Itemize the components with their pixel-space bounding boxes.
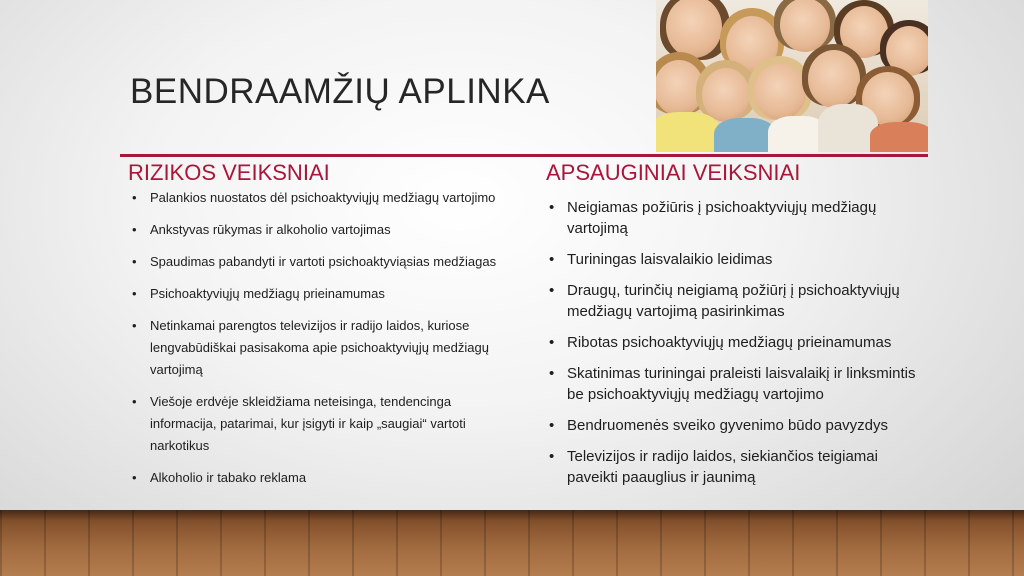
list-item: • Draugų, turinčių neigiamą požiūrį į psichoaktyviųjų medžiagų vartojimą pasirinkimas [549, 282, 900, 320]
list-item: • Ankstyvas rūkymas ir alkoholio vartojimas [130, 219, 510, 241]
bullet-icon: • [549, 417, 555, 434]
bullet-icon: • [132, 286, 137, 301]
risk-factors-heading: RIZIKOS VEIKSNIAI [128, 160, 330, 185]
bullet-icon: • [549, 365, 555, 382]
bullet-icon: • [549, 334, 555, 351]
bullet-icon: • [132, 318, 137, 333]
bullet-icon: • [132, 394, 137, 409]
list-item: • Turiningas laisvalaikio leidimas [549, 251, 773, 268]
slide-title: BENDRAAMŽIŲ APLINKA [130, 72, 550, 111]
list-item: • Ribotas psichoaktyviųjų medžiagų prieinamumas [549, 334, 892, 351]
bullet-icon: • [549, 282, 555, 299]
bullet-icon: • [132, 470, 137, 485]
list-item: • Spaudimas pabandyti ir vartoti psichoaktyviąsias medžiagas [130, 251, 510, 273]
bullet-icon: • [132, 190, 137, 205]
list-item: • Psichoaktyviųjų medžiagų prieinamumas [130, 283, 510, 305]
bullet-icon: • [549, 448, 555, 465]
risk-factors-list [130, 187, 510, 499]
list-item: • Neigiamas požiūris į psichoaktyviųjų medžiagų vartojimą [549, 199, 877, 237]
list-item: • Bendruomenės sveiko gyvenimo būdo pavyzdys [549, 417, 889, 434]
protective-factors-heading: APSAUGINIAI VEIKSNIAI [546, 160, 801, 185]
protective-factors-list [547, 197, 927, 498]
teenagers-group-photo [656, 0, 928, 152]
list-item: • Viešoje erdvėje skleidžiama neteisinga, tendencinga informacija, patarimai, kur įsigyti ir kaip „saugiai“ vartoti narkotikus [130, 391, 510, 457]
bullet-icon: • [132, 222, 137, 237]
list-item: • Skatinimas turiningai praleisti laisvalaikį ir linksmintis be psichoaktyviųjų medžiagų vartojimo [549, 365, 916, 403]
list-item: • Palankios nuostatos dėl psichoaktyviųjų medžiagų vartojimo [130, 187, 510, 209]
bullet-icon: • [549, 199, 555, 216]
floor-shadow [0, 510, 1024, 520]
bullet-icon: • [549, 251, 555, 268]
list-item: • Alkoholio ir tabako reklama [130, 467, 510, 489]
list-item: • Netinkamai parengtos televizijos ir radijo laidos, kuriose lengvabūdiškai pasisakoma apie psichoaktyviųjų medžiagų vartojimą [130, 315, 510, 381]
title-divider [120, 154, 928, 157]
bullet-icon: • [132, 254, 137, 269]
list-item: • Televizijos ir radijo laidos, siekiančios teigiamai paveikti paauglius ir jaunimą [549, 448, 878, 486]
